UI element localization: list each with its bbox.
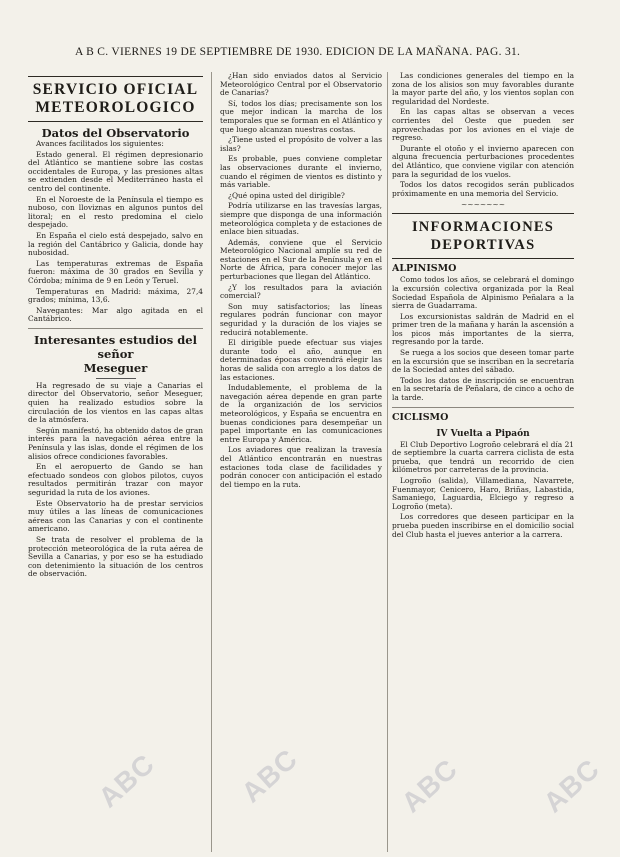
paragraph: ¿Tiene usted el propósito de volver a las islas?: [220, 135, 382, 153]
paragraph: En España el cielo está despejado, salvo en la región del Cantábrico y Galicia, donde hay nubosidad.: [28, 230, 203, 258]
paragraph: Los excursionistas saldrán de Madrid en el primer tren de la mañana y harán la ascensión a los picos más importantes de la sierra, regresando por la tarde.: [392, 311, 574, 347]
paragraph: Se trata de resolver el problema de la protección meteorológica de la ruta aérea de Sevilla a Canarias, y por eso se ha estudiado con detenimiento la situación de los centros de observación.: [28, 534, 203, 579]
paragraph: Las condiciones generales del tiempo en la zona de los alisios son muy favorables durante la mayor parte del año, y los vientos soplan con regularidad del Nordeste.: [392, 72, 574, 106]
rule: [392, 213, 574, 214]
rule: [392, 258, 574, 259]
abc-watermark: ABC: [395, 752, 464, 819]
paragraph: Las temperaturas extremas de España fueron: máxima de 30 grados en Sevilla y Córdoba; mínima de 9 en León y Teruel.: [28, 258, 203, 285]
column-divider: [387, 72, 388, 852]
title-deportivas: DEPORTIVAS: [430, 237, 536, 254]
paragraph: En las capas altas se observan a veces corrientes del Oeste que pueden ser aprovechadas por los aviones en el viaje de regreso.: [392, 107, 574, 143]
abc-watermark: ABC: [235, 742, 304, 809]
paragraph: Durante el otoño y el invierno aparecen con alguna frecuencia perturbaciones procedentes del Atlántico, que conviene vigilar con atención para la seguridad de los vuelos.: [392, 143, 574, 179]
section-ciclismo-title: CICLISMO: [392, 411, 449, 423]
paragraph: Logroño (salida), Villamediana, Navarrete, Fuenmayor, Cenicero, Haro, Briñas, Labastida, Samaniego, Laguardia, Elciego y regreso a Logroño (meta).: [392, 476, 574, 511]
paragraph: Se ruega a los socios que deseen tomar parte en la excursión que se inscriban en la secretaría de la Sociedad antes del sábado.: [392, 348, 574, 375]
paragraph: El dirigible puede efectuar sus viajes durante todo el año, aunque en determinadas épocas convendrá elegir las horas de salida con arreglo a los datos de las estaciones.: [220, 338, 382, 382]
paragraph: Son muy satisfactorios; las líneas regulares podrán funcionar con mayor seguridad y la duración de los viajes se reducirá notablemente.: [220, 301, 382, 337]
page-header: A B C. VIERNES 19 DE SEPTIEMBRE DE 1930. EDICION DE LA MAÑANA. PAG. 31.: [75, 46, 521, 58]
column-3: [392, 72, 574, 852]
rule: [28, 328, 203, 329]
paragraph: Como todos los años, se celebrará el domingo la excursión colectiva organizada por la Real Sociedad Española de Alpinismo Peñalara a la sierra de Guadarrama.: [392, 275, 574, 311]
paragraph: ¿Y los resultados para la aviación comercial?: [220, 282, 382, 301]
title-servicio: SERVICIO OFICIAL: [32, 81, 199, 98]
paragraph: Avances facilitados los siguientes:: [36, 139, 164, 148]
paragraph: Indudablemente, el problema de la navegación aérea depende en gran parte de la organización de los servicios meteorológicos, y España se encuentra en buenas condiciones para desempeñar un papel importante en las comunicaciones entre Europa y América.: [220, 383, 382, 444]
rule: [392, 407, 574, 408]
paragraph: En el aeropuerto de Gando se han efectuado sondeos con globos pilotos, cuyos resultados permitirán trazar con mayor seguridad la ruta de los aviones.: [28, 462, 203, 497]
paragraph: Es probable, pues conviene completar las observaciones durante el invierno, cuando el régimen de vientos es distinto y más variable.: [220, 154, 382, 190]
paragraph: Temperaturas en Madrid: máxima, 27,4 grados; mínima, 13,6.: [28, 286, 203, 305]
paragraph: Según manifestó, ha obtenido datos de gran interés para la navegación aérea entre la Península y las islas, donde el régimen de los alisios ofrece condiciones favorables.: [28, 425, 203, 461]
column-divider: [211, 72, 212, 852]
paragraph: Los aviadores que realizan la travesía del Atlántico encontrarán en nuestras estaciones toda clase de facilidades y podrán conocer con anticipación el estado del tiempo en la ruta.: [220, 445, 382, 489]
column-1: [28, 72, 203, 852]
flourish-ornament: ~~~~~~~: [461, 200, 505, 210]
paragraph: En el Noroeste de la Península el tiempo es nuboso, con lloviznas en algunos puntos del litoral; en el resto predomina el cielo despejado.: [28, 194, 203, 230]
paragraph: ¿Han sido enviados datos al Servicio Meteorológico Central por el Observatorio de Canarias?: [220, 72, 382, 98]
paragraph: Estado general. El régimen depresionario del Atlántico se mantiene sobre las costas occidentales de Europa, y las presiones altas se extienden desde el Mediterráneo hasta el centro del continente.: [28, 149, 203, 193]
section-datos-observatorio-title: Datos del Observatorio: [41, 126, 190, 140]
paragraph: Navegantes: Mar algo agitada en el Cantábrico.: [28, 305, 203, 324]
paragraph: Los corredores que deseen participar en la prueba pueden inscribirse en el domicilio social del Club hasta el jueves anterior a la carrera.: [392, 512, 574, 539]
paragraph: Todos los datos de inscripción se encuentran en la secretaría de Peñalara, de cinco a ocho de la tarde.: [392, 375, 574, 403]
rule: [28, 121, 203, 122]
title-meteorologico: METEOROLOGICO: [35, 99, 196, 116]
section-meseguer-title-line1: Interesantes estudios del señor: [34, 332, 197, 361]
paragraph: Podría utilizarse en las travesías largas, siempre que disponga de una información meteorológica completa y de estaciones de enlace bien situadas.: [220, 201, 382, 237]
section-meseguer-title-line2: Meseguer: [83, 360, 148, 375]
abc-watermark: ABC: [92, 747, 161, 814]
paragraph: Este Observatorio ha de prestar servicios muy útiles a las líneas de comunicaciones aéreas con las Canarias y con el continente americano.: [28, 498, 203, 534]
paragraph: El Club Deportivo Logroño celebrará el día 21 de septiembre la cuarta carrera ciclista de esta prueba, que tendrá un recorrido de cien kilómetros por carreteras de la provincia.: [392, 439, 574, 475]
abc-watermark: ABC: [537, 752, 606, 819]
paragraph: Todos los datos recogidos serán publicados próximamente en una memoria del Servicio.: [392, 180, 574, 198]
rule: [28, 76, 203, 77]
ciclismo-subtitle: IV Vuelta a Pipaón: [436, 428, 530, 439]
paragraph: ¿Qué opina usted del dirigible?: [228, 190, 345, 200]
title-informaciones: INFORMACIONES: [411, 219, 555, 236]
paragraph: Además, conviene que el Servicio Meteorológico Nacional amplíe su red de estaciones en el Sur de la Península y en el Norte de África, para conocer mejor las perturbaciones que llegan del Atlántico.: [220, 237, 382, 282]
paragraph: Sí, todos los días; precisamente son los que mejor indican la marcha de los temporales que se forman en el Atlántico y que luego alcanzan nuestras costas.: [220, 98, 382, 134]
paragraph: Ha regresado de su viaje a Canarias el director del Observatorio, señor Meseguer, quien ha realizado estudios sobre la circulación de los vientos en las capas altas de la atmósfera.: [28, 380, 203, 425]
section-alpinismo-title: ALPINISMO: [392, 263, 457, 275]
rule: [96, 378, 136, 379]
column-2: [220, 72, 382, 852]
